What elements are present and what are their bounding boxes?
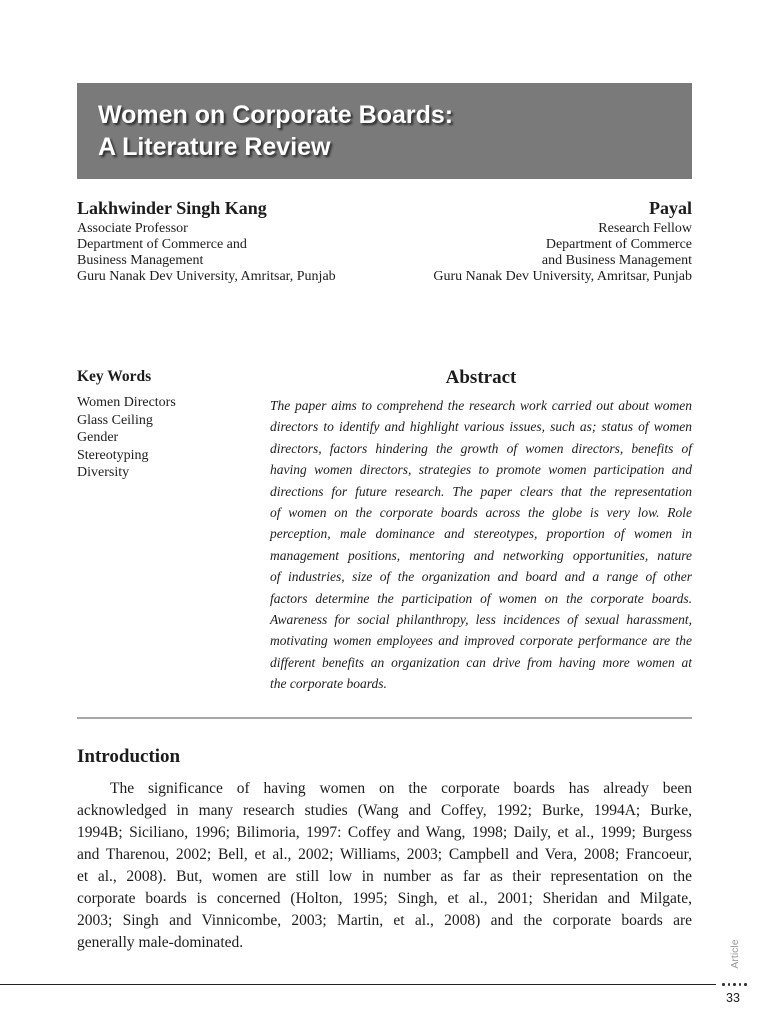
section-divider bbox=[77, 717, 692, 719]
section-label: Article bbox=[729, 939, 741, 969]
intro-line: and Tharenou, 2002; Bell, et al., 2002; Williams, 2003; Campbell and Vera, 2008; Francoeur, bbox=[77, 846, 692, 863]
abstract-line: motivating women employees and improved corporate performance are the bbox=[270, 633, 692, 649]
abstract-line: directors, factors hindering the growth of women directors, benefits of bbox=[270, 440, 692, 456]
author-name: Payal bbox=[649, 198, 692, 218]
abstract-line: of industries, size of the organization and board and a range of other bbox=[270, 569, 692, 585]
abstract-body bbox=[270, 395, 692, 694]
keyword-item: Stereotyping bbox=[77, 447, 149, 463]
author-name: Lakhwinder Singh Kang bbox=[77, 198, 267, 218]
author-affiliation-line: Department of Commerce and bbox=[77, 237, 247, 252]
abstract-line: different benefits an organization can drive from having more women at bbox=[270, 654, 692, 670]
author-block-second bbox=[433, 197, 692, 285]
author-affiliation-line: Business Management bbox=[77, 253, 204, 268]
author-affiliation-line: Associate Professor bbox=[77, 221, 188, 236]
abstract-line: Awareness for social philanthropy, less incidences of sexual harassment, bbox=[270, 611, 692, 627]
keyword-item: Glass Ceiling bbox=[77, 412, 153, 428]
author-affiliation-line: and Business Management bbox=[541, 253, 692, 268]
abstract-line: directors to identify and highlight various issues, such as; status of women bbox=[270, 419, 692, 435]
author-block-first bbox=[77, 197, 336, 285]
keyword-item: Diversity bbox=[77, 465, 130, 480]
intro-line: 2003; Singh and Vinnicombe, 2003; Martin, et al., 2008) and the corporate boards are bbox=[77, 912, 692, 929]
author-affiliation-line: Research Fellow bbox=[598, 221, 692, 236]
title-banner bbox=[77, 83, 692, 179]
abstract-line: management positions, mentoring and networking opportunities, nature bbox=[270, 547, 692, 563]
footer-rule bbox=[0, 984, 716, 985]
footer-dot bbox=[739, 983, 742, 986]
intro-line: acknowledged in many research studies (Wang and Coffey, 1992; Burke, 1994A; Burke, bbox=[77, 802, 692, 819]
abstract-line: the corporate boards. bbox=[270, 676, 387, 692]
title-line: Women on Corporate Boards: bbox=[98, 101, 454, 129]
intro-line: The significance of having women on the corporate boards has already been bbox=[110, 780, 692, 797]
intro-line: corporate boards is concerned (Holton, 1995; Singh, et al., 2001; Sheridan and Milgate, bbox=[77, 890, 692, 907]
footer-dot bbox=[733, 983, 736, 986]
abstract-line: having women directors, strategies to promote women participation and bbox=[270, 462, 692, 478]
author-affiliation-line: Department of Commerce bbox=[545, 237, 692, 252]
introduction-paragraph bbox=[77, 778, 692, 954]
author-affiliation-line: Guru Nanak Dev University, Amritsar, Punjab bbox=[433, 269, 692, 284]
abstract-line: directions for future research. The paper clears that the representation bbox=[270, 483, 692, 499]
page-number: 33 bbox=[726, 991, 740, 1005]
introduction-heading: Introduction bbox=[77, 746, 181, 767]
title-line: A Literature Review bbox=[98, 133, 331, 161]
abstract-line: perception, male dominance and stereotypes, proportion of women in bbox=[270, 526, 692, 542]
footer-dot bbox=[728, 983, 731, 986]
footer-dots bbox=[722, 983, 747, 986]
footer-dot bbox=[722, 983, 725, 986]
keyword-item: Women Directors bbox=[77, 395, 176, 410]
abstract-line: The paper aims to comprehend the research work carried out about women bbox=[270, 398, 692, 413]
footer-dot bbox=[744, 983, 747, 986]
abstract-line: factors determine the participation of women on the corporate boards. bbox=[270, 590, 692, 606]
intro-line: et al., 2008). But, women are still low in number as far as their representation on the bbox=[77, 868, 692, 885]
keyword-item: Gender bbox=[77, 430, 119, 445]
keywords-list bbox=[77, 394, 257, 482]
abstract-line: of women on the corporate boards across the globe is very low. Role bbox=[270, 504, 692, 520]
intro-line: 1994B; Siciliano, 1996; Bilimoria, 1997: Coffey and Wang, 1998; Daily, et al., 1999; Burgess bbox=[77, 824, 692, 841]
intro-line: generally male-dominated. bbox=[77, 934, 244, 951]
author-affiliation-line: Guru Nanak Dev University, Amritsar, Punjab bbox=[77, 269, 336, 284]
keywords-heading: Key Words bbox=[77, 368, 152, 385]
abstract-heading: Abstract bbox=[445, 367, 517, 388]
